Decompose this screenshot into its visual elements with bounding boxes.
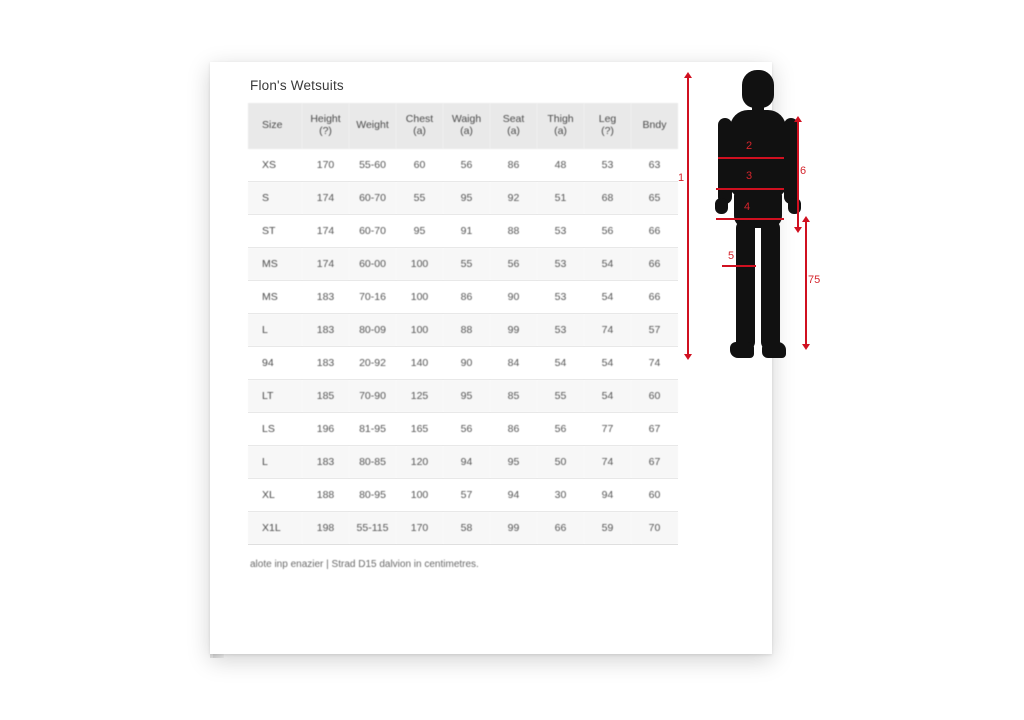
cell-chest: 100 [396, 314, 443, 347]
cell-body: 74 [631, 347, 678, 380]
cell-chest: 95 [396, 215, 443, 248]
cell-waist: 58 [443, 512, 490, 545]
cell-thigh: 48 [537, 149, 584, 182]
cell-leg: 74 [584, 314, 631, 347]
figure-foot-right [762, 342, 786, 358]
cell-weight: 60-00 [349, 248, 396, 281]
cell-body: 60 [631, 479, 678, 512]
cell-waist: 90 [443, 347, 490, 380]
cell-seat: 92 [490, 182, 537, 215]
cell-body: 66 [631, 215, 678, 248]
table-footnote: alote inp enazier | Strad D15 dalvion in centimetres. [250, 559, 479, 571]
cell-seat: 99 [490, 314, 537, 347]
thigh-measure-line [722, 265, 756, 267]
cell-chest: 60 [396, 149, 443, 182]
table-row [248, 380, 678, 413]
figure-hand-right [788, 198, 801, 214]
cell-height: 198 [302, 512, 349, 545]
cell-body: 60 [631, 380, 678, 413]
cell-size: XL [248, 479, 302, 512]
cell-body: 70 [631, 512, 678, 545]
cell-chest: 170 [396, 512, 443, 545]
cell-waist: 95 [443, 182, 490, 215]
height-dimension-line [687, 78, 689, 354]
cell-height: 183 [302, 347, 349, 380]
cell-thigh: 54 [537, 347, 584, 380]
cell-seat: 84 [490, 347, 537, 380]
cell-size: LT [248, 380, 302, 413]
cell-height: 188 [302, 479, 349, 512]
table-row [248, 149, 678, 182]
cell-chest: 165 [396, 413, 443, 446]
torso-arrow-bottom [794, 227, 802, 233]
cell-leg: 54 [584, 347, 631, 380]
cell-waist: 55 [443, 248, 490, 281]
measurement-label-7: 75 [808, 274, 821, 286]
cell-weight: 80-95 [349, 479, 396, 512]
table-row [248, 281, 678, 314]
cell-chest: 100 [396, 248, 443, 281]
waist-measure-line [716, 188, 784, 190]
cell-seat: 86 [490, 149, 537, 182]
cell-weight: 55-115 [349, 512, 396, 545]
figure-leg-left [736, 220, 755, 350]
column-header-thigh: Thigh (a) [537, 103, 584, 149]
cell-size: MS [248, 248, 302, 281]
table-row [248, 479, 678, 512]
cell-weight: 70-16 [349, 281, 396, 314]
cell-seat: 88 [490, 215, 537, 248]
cell-thigh: 53 [537, 314, 584, 347]
height-arrow-bottom [684, 354, 692, 360]
cell-height: 196 [302, 413, 349, 446]
figure-arm-left [718, 118, 732, 204]
column-header-leg: Leg (?) [584, 103, 631, 149]
cell-leg: 54 [584, 248, 631, 281]
cell-chest: 140 [396, 347, 443, 380]
cell-size: L [248, 314, 302, 347]
cell-thigh: 30 [537, 479, 584, 512]
cell-leg: 53 [584, 149, 631, 182]
table-row [248, 182, 678, 215]
torso-arrow-top [794, 116, 802, 122]
cell-chest: 120 [396, 446, 443, 479]
cell-height: 183 [302, 281, 349, 314]
cell-chest: 55 [396, 182, 443, 215]
cell-weight: 55-60 [349, 149, 396, 182]
cell-size: MS [248, 281, 302, 314]
column-header-chest: Chest (a) [396, 103, 443, 149]
cell-waist: 56 [443, 413, 490, 446]
figure-hand-left [715, 198, 728, 214]
cell-chest: 125 [396, 380, 443, 413]
table-header-row [248, 103, 678, 149]
figure-torso [730, 110, 786, 196]
cell-chest: 100 [396, 281, 443, 314]
cell-seat: 85 [490, 380, 537, 413]
cell-thigh: 66 [537, 512, 584, 545]
cell-thigh: 50 [537, 446, 584, 479]
cell-body: 66 [631, 281, 678, 314]
cell-height: 183 [302, 314, 349, 347]
cell-thigh: 53 [537, 281, 584, 314]
cell-thigh: 55 [537, 380, 584, 413]
cell-body: 65 [631, 182, 678, 215]
column-header-size: Size [248, 103, 302, 149]
cell-waist: 94 [443, 446, 490, 479]
cell-leg: 56 [584, 215, 631, 248]
height-arrow-top [684, 72, 692, 78]
column-header-height: Height (?) [302, 103, 349, 149]
measurement-label-2: 2 [746, 140, 753, 152]
size-chart-table [248, 103, 678, 545]
chest-measure-line [718, 157, 784, 159]
cell-thigh: 53 [537, 248, 584, 281]
cell-leg: 77 [584, 413, 631, 446]
measurement-label-3: 3 [746, 170, 753, 182]
seat-measure-line [716, 218, 784, 220]
cell-weight: 80-85 [349, 446, 396, 479]
table-row [248, 446, 678, 479]
cell-seat: 86 [490, 413, 537, 446]
cell-size: L [248, 446, 302, 479]
figure-foot-left [730, 342, 754, 358]
cell-weight: 60-70 [349, 215, 396, 248]
cell-body: 63 [631, 149, 678, 182]
column-header-weight: Weight [349, 103, 396, 149]
cell-weight: 81-95 [349, 413, 396, 446]
cell-weight: 80-09 [349, 314, 396, 347]
leg-arrow-top [802, 216, 810, 222]
table-row [248, 413, 678, 446]
column-header-seat: Seat (a) [490, 103, 537, 149]
torso-dimension-line [797, 122, 799, 227]
cell-waist: 86 [443, 281, 490, 314]
column-header-waist: Waigh (a) [443, 103, 490, 149]
table-row [248, 248, 678, 281]
table-row [248, 314, 678, 347]
column-header-body: Bndy [631, 103, 678, 149]
cell-seat: 99 [490, 512, 537, 545]
cell-thigh: 53 [537, 215, 584, 248]
measurement-label-5: 5 [728, 250, 735, 262]
cell-height: 174 [302, 215, 349, 248]
cell-size: 94 [248, 347, 302, 380]
cell-leg: 74 [584, 446, 631, 479]
cell-waist: 57 [443, 479, 490, 512]
cell-height: 185 [302, 380, 349, 413]
measurement-label-6: 6 [800, 165, 807, 177]
cell-weight: 60-70 [349, 182, 396, 215]
cell-body: 66 [631, 248, 678, 281]
table-body [248, 149, 678, 545]
leg-arrow-bottom [802, 344, 810, 350]
cell-body: 57 [631, 314, 678, 347]
cell-height: 183 [302, 446, 349, 479]
cell-height: 174 [302, 248, 349, 281]
cell-chest: 100 [396, 479, 443, 512]
cell-waist: 56 [443, 149, 490, 182]
cell-thigh: 56 [537, 413, 584, 446]
cell-seat: 56 [490, 248, 537, 281]
cell-body: 67 [631, 446, 678, 479]
cell-waist: 95 [443, 380, 490, 413]
cell-size: XS [248, 149, 302, 182]
cell-seat: 94 [490, 479, 537, 512]
measurement-label-4: 4 [744, 201, 751, 213]
cell-seat: 90 [490, 281, 537, 314]
cell-size: LS [248, 413, 302, 446]
table-row [248, 347, 678, 380]
table-row [248, 215, 678, 248]
cell-size: X1L [248, 512, 302, 545]
table-row [248, 512, 678, 545]
cell-size: ST [248, 215, 302, 248]
measurement-label-1: 1 [678, 172, 685, 184]
cell-weight: 70-90 [349, 380, 396, 413]
cell-weight: 20-92 [349, 347, 396, 380]
cell-leg: 94 [584, 479, 631, 512]
cell-leg: 68 [584, 182, 631, 215]
cell-leg: 59 [584, 512, 631, 545]
cell-size: S [248, 182, 302, 215]
cell-height: 174 [302, 182, 349, 215]
cell-waist: 91 [443, 215, 490, 248]
cell-height: 170 [302, 149, 349, 182]
leg-dimension-line [805, 222, 807, 344]
page-title: Flon's Wetsuits [250, 78, 344, 93]
figure-leg-right [761, 220, 780, 350]
cell-seat: 95 [490, 446, 537, 479]
figure-arm-right [784, 118, 798, 204]
cell-waist: 88 [443, 314, 490, 347]
cell-body: 67 [631, 413, 678, 446]
cell-leg: 54 [584, 380, 631, 413]
measurement-figure [672, 60, 862, 390]
cell-thigh: 51 [537, 182, 584, 215]
cell-leg: 54 [584, 281, 631, 314]
